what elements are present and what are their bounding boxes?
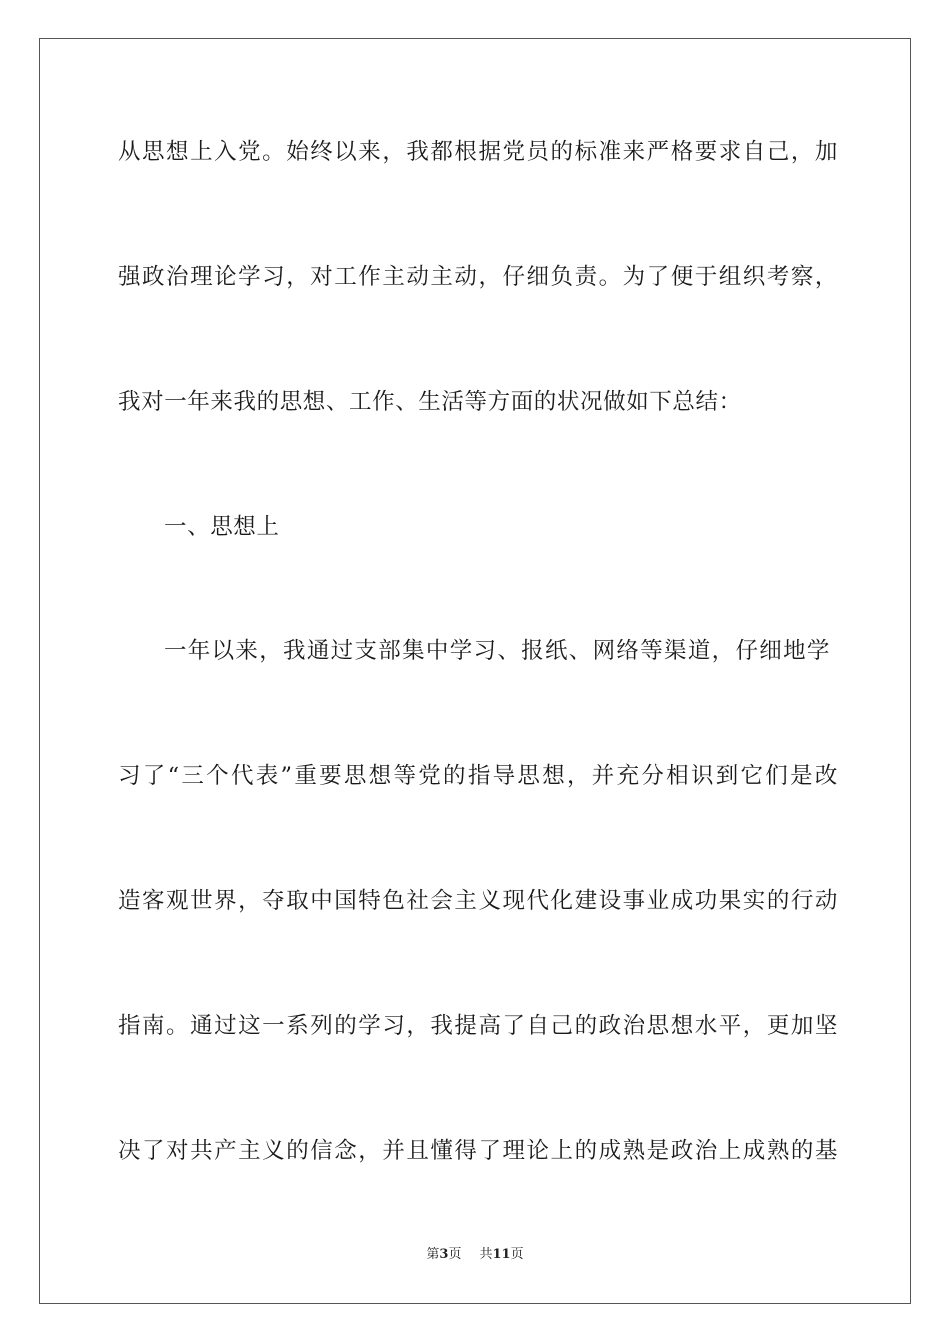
body-line-8: 指南。通过这一系列的学习，我提高了自己的政治思想水平，更加坚: [118, 1013, 838, 1039]
footer-total-prefix: 共: [479, 1247, 493, 1262]
section-heading: 一、思想上: [164, 514, 280, 540]
body-line-2: 强政治理论学习，对工作主动主动，仔细负责。为了便于组织考察，: [118, 264, 838, 290]
page-border: [39, 38, 911, 1304]
body-line-9: 决了对共产主义的信念，并且懂得了理论上的成熟是政治上成熟的基: [118, 1138, 838, 1164]
footer-total-number: 11: [492, 1247, 511, 1262]
body-line-6: 习了“三个代表”重要思想等党的指导思想，并充分相识到它们是改: [118, 763, 838, 789]
body-line-7: 造客观世界，夺取中国特色社会主义现代化建设事业成功果实的行动: [118, 888, 838, 914]
body-line-1: 从思想上入党。始终以来，我都根据党员的标准来严格要求自己，加: [118, 139, 838, 165]
paragraph-first-line: 一年以来，我通过支部集中学习、报纸、网络等渠道，仔细地学: [164, 638, 830, 664]
footer-total-suffix: 页: [510, 1247, 524, 1262]
page-footer: [0, 1246, 950, 1264]
footer-page-prefix: 第: [426, 1247, 440, 1262]
footer-page-number: 3: [439, 1247, 449, 1262]
body-line-3: 我对一年来我的思想、工作、生活等方面的状况做如下总结：: [118, 389, 742, 415]
footer-page-suffix: 页: [448, 1247, 462, 1262]
